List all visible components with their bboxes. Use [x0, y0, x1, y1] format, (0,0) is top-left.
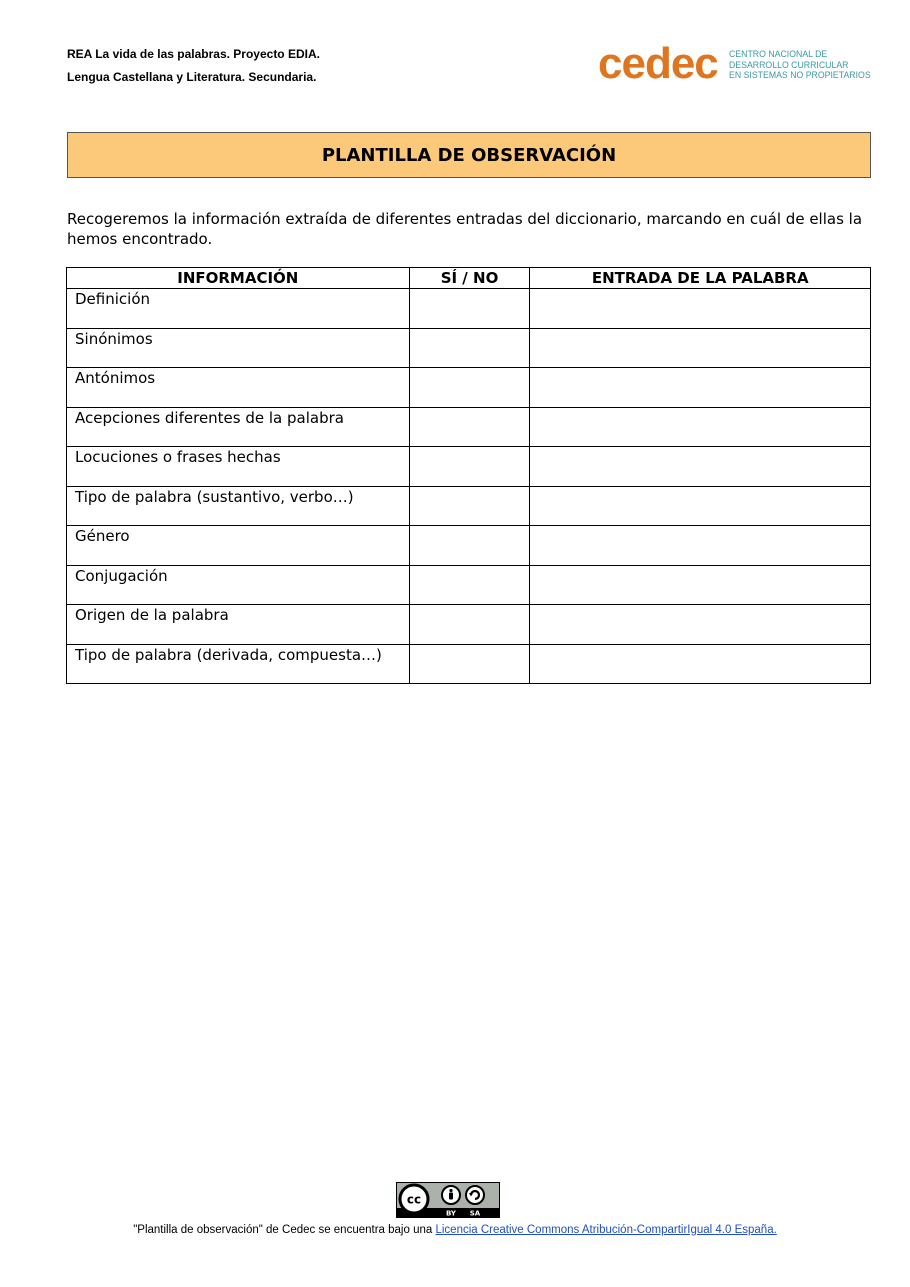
si-no-cell[interactable] [409, 526, 530, 566]
entrada-cell[interactable] [530, 328, 871, 368]
column-header-entrada: ENTRADA DE LA PALABRA [530, 268, 871, 289]
intro-paragraph: Recogeremos la información extraída de diferentes entradas del diccionario, marcando en cuál de ellas la hemos encontrado. [67, 210, 863, 248]
row-label: Tipo de palabra (derivada, compuesta…) [67, 644, 410, 684]
column-header-si-no: SÍ / NO [409, 268, 530, 289]
entrada-cell[interactable] [530, 644, 871, 684]
logo-subtitle-line-1: CENTRO NACIONAL DE [729, 49, 828, 60]
entrada-cell[interactable] [530, 407, 871, 447]
license-text: "Plantilla de observación" de Cedec se encuentra bajo una [133, 1224, 436, 1236]
table-row [67, 605, 871, 645]
entrada-cell[interactable] [530, 447, 871, 487]
svg-text:cc: cc [406, 1192, 422, 1207]
table-row [67, 289, 871, 329]
header-line-1: REA La vida de las palabras. Proyecto EDIA. [67, 47, 320, 61]
si-no-cell[interactable] [409, 289, 530, 329]
si-no-cell[interactable] [409, 644, 530, 684]
table-row [67, 486, 871, 526]
column-header-informacion: INFORMACIÓN [67, 268, 410, 289]
page-title-text: PLANTILLA DE OBSERVACIÓN [321, 144, 617, 166]
table-row [67, 526, 871, 566]
badge-by-label: BY [445, 1209, 457, 1218]
entrada-cell[interactable] [530, 289, 871, 329]
license-link[interactable]: Licencia Creative Commons Atribución-CompartirIgual 4.0 España. [435, 1224, 777, 1236]
table-row [67, 447, 871, 487]
table-row [67, 644, 871, 684]
entrada-cell[interactable] [530, 526, 871, 566]
license-footer [0, 1222, 910, 1238]
si-no-cell[interactable] [409, 328, 530, 368]
row-label: Antónimos [67, 368, 410, 408]
entrada-cell[interactable] [530, 486, 871, 526]
cedec-logo [598, 39, 874, 90]
row-label: Género [67, 526, 410, 566]
table-row [67, 328, 871, 368]
row-label: Conjugación [67, 565, 410, 605]
logo-subtitle-line-2: DESARROLLO CURRICULAR [729, 59, 849, 71]
row-label: Acepciones diferentes de la palabra [67, 407, 410, 447]
row-label: Origen de la palabra [67, 605, 410, 645]
si-no-cell[interactable] [409, 605, 530, 645]
row-label: Locuciones o frases hechas [67, 447, 410, 487]
row-label: Definición [67, 289, 410, 329]
document-header [67, 43, 320, 89]
table-row [67, 368, 871, 408]
si-no-cell[interactable] [409, 368, 530, 408]
entrada-cell[interactable] [530, 565, 871, 605]
creative-commons-by-sa-icon [396, 1182, 500, 1218]
header-line-2: Lengua Castellana y Literatura. Secundaria. [67, 70, 317, 84]
si-no-cell[interactable] [409, 447, 530, 487]
badge-sa-label: SA [469, 1209, 481, 1218]
table-row [67, 565, 871, 605]
row-label: Sinónimos [67, 328, 410, 368]
entrada-cell[interactable] [530, 605, 871, 645]
logo-wordmark: cedec [598, 39, 718, 88]
si-no-cell[interactable] [409, 407, 530, 447]
entrada-cell[interactable] [530, 368, 871, 408]
logo-subtitle-line-3: EN SISTEMAS NO PROPIETARIOS [729, 70, 871, 81]
si-no-cell[interactable] [409, 565, 530, 605]
si-no-cell[interactable] [409, 486, 530, 526]
observation-table [66, 267, 871, 684]
row-label: Tipo de palabra (sustantivo, verbo…) [67, 486, 410, 526]
logo-subtitle [729, 50, 871, 82]
table-header-row [67, 268, 871, 289]
table-row [67, 407, 871, 447]
page-title [67, 132, 871, 178]
